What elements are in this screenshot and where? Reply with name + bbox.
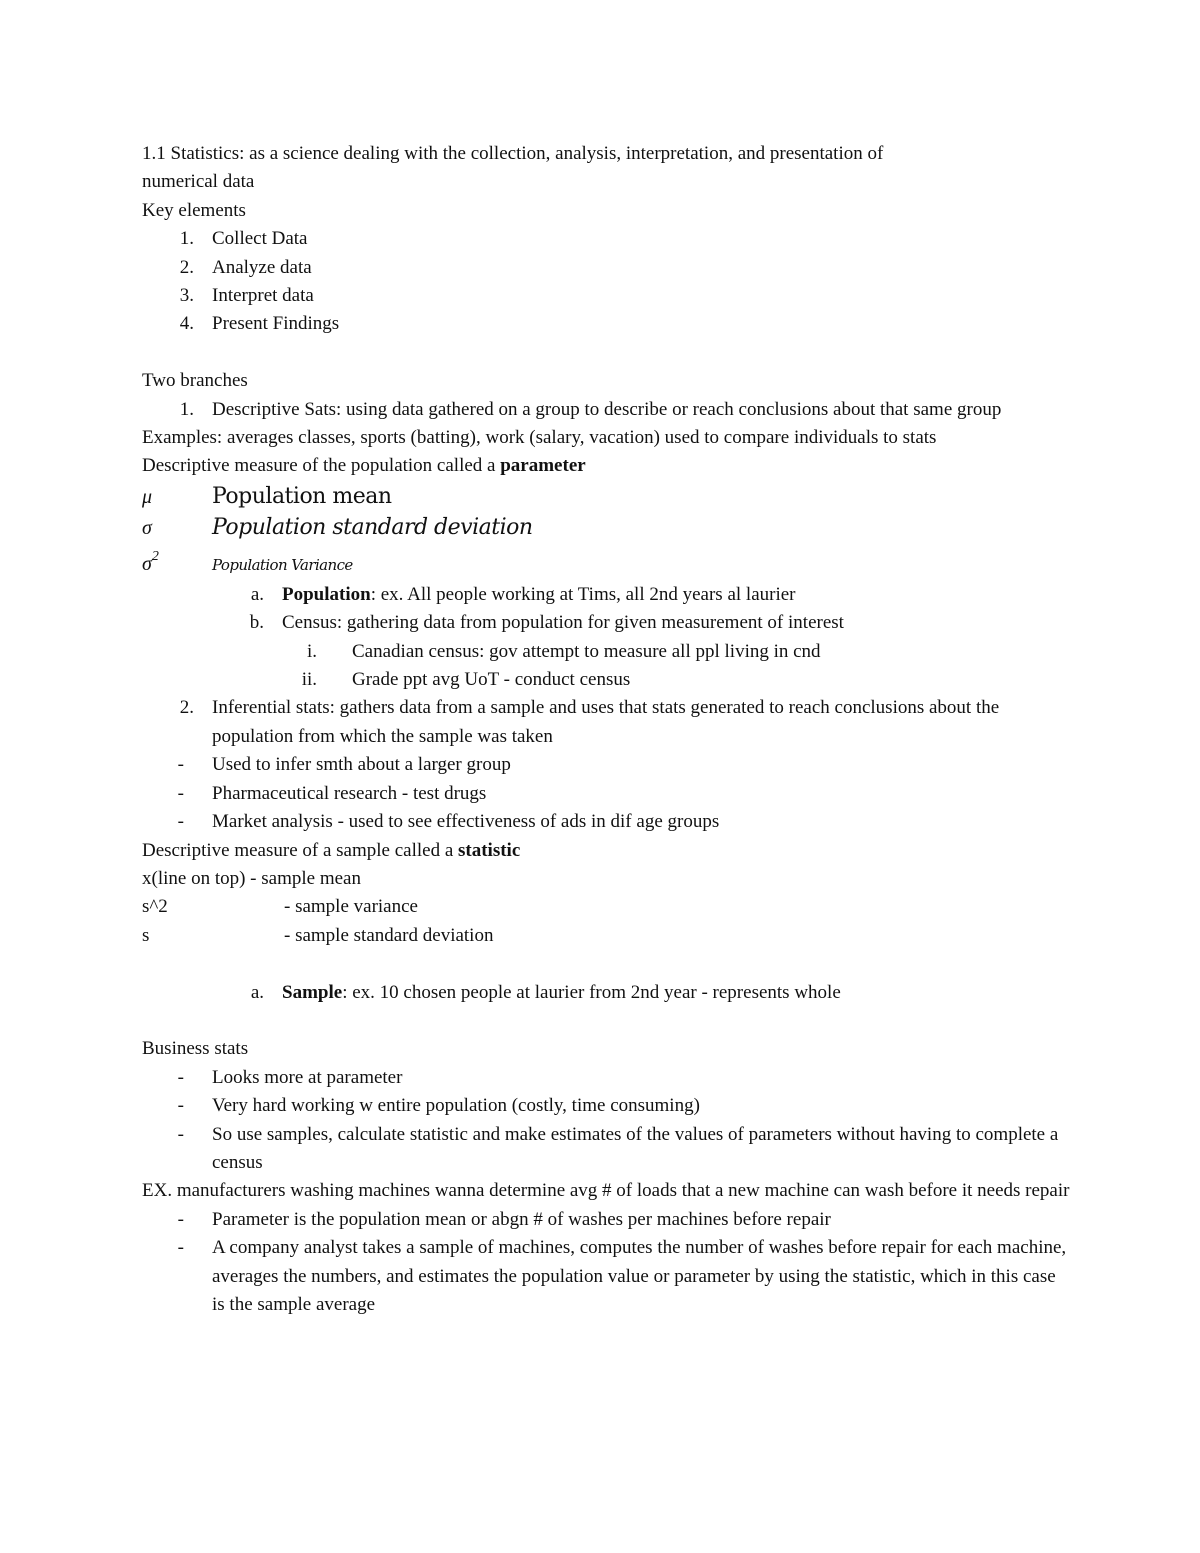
population-desc: : ex. All people working at Tims, all 2nd years al laurier: [370, 583, 796, 605]
bullet-text: Pharmaceutical research - test drugs: [212, 782, 487, 804]
statistic-line-text: Descriptive measure of a sample called a: [142, 839, 458, 861]
list-item-text: Analyze data: [212, 256, 312, 278]
bullet-item: [142, 1234, 1072, 1319]
sample-sd-line: [142, 922, 1072, 950]
bullet-text: Very hard working w entire population (costly, time consuming): [212, 1095, 700, 1117]
intro-line-2: numerical data: [142, 171, 255, 193]
symbol-label: Population Variance: [212, 555, 353, 574]
parameter-line-text: Descriptive measure of the population called a: [142, 455, 501, 477]
list-marker: a.: [250, 583, 264, 605]
bullet-text: Market analysis - used to see effectiveness of ads in dif age groups: [212, 811, 720, 833]
bullet-text: A company analyst takes a sample of machines, computes the number of washes before repair for each machine, averages the numbers, and estimates the population value or parameter by using the statistic, which in this case is the sample average: [212, 1237, 1067, 1315]
list-item: [142, 979, 1072, 1007]
list-marker: i.: [306, 640, 317, 662]
business-heading: Business stats: [142, 1038, 249, 1060]
list-item-text: Grade ppt avg UoT - conduct census: [352, 669, 631, 691]
population-text: [264, 581, 1072, 609]
spacer: [142, 950, 1072, 978]
list-item: [142, 694, 1072, 751]
dash-marker: -: [177, 782, 184, 804]
list-item: [142, 581, 1072, 609]
list-item: [142, 225, 1072, 253]
dash-marker: -: [177, 1237, 184, 1259]
intro-line-1: 1.1 Statistics: as a science dealing with the collection, analysis, interpretation, and presentation of: [142, 143, 884, 164]
sample-mean-line: x(line on top) - sample mean: [142, 867, 361, 889]
census-text: Census: gathering data from population for given measurement of interest: [282, 612, 844, 634]
list-item: [142, 310, 1072, 338]
list-item: [142, 254, 1072, 282]
sample-text: [264, 979, 1072, 1007]
dash-marker: -: [177, 1123, 184, 1145]
list-item-text: Interpret data: [212, 285, 314, 307]
list-item: [142, 609, 1072, 637]
list-marker: 2.: [179, 697, 194, 719]
descriptive-stats-text: Descriptive Sats: using data gathered on a group to describe or reach conclusions about that same group: [212, 398, 1002, 420]
bullet-text: Parameter is the population mean or abgn # of washes per machines before repair: [212, 1208, 831, 1230]
branches-heading: Two branches: [142, 370, 248, 392]
bullet-item: [142, 808, 1072, 836]
dash-marker: -: [177, 811, 184, 833]
superscript: 2: [151, 548, 159, 564]
statistic-line: [142, 837, 1072, 865]
examples-line: Examples: averages classes, sports (batting), work (salary, vacation) used to compare individuals to stats: [142, 427, 937, 449]
list-marker: 4.: [179, 313, 194, 335]
sample-variance-line: [142, 893, 1072, 921]
inferential-stats-text: Inferential stats: gathers data from a sample and uses that stats generated to reach conclusions about the population from which the sample was taken: [212, 697, 1000, 747]
sample-term: Sample: [282, 981, 343, 1003]
parameter-line: [142, 452, 1072, 480]
bullet-text: Used to infer smth about a larger group: [212, 754, 511, 776]
list-item-text: Present Findings: [212, 313, 340, 335]
sigma-symbol: σ: [142, 516, 152, 539]
sample-symbol-desc: - sample standard deviation: [284, 924, 494, 946]
list-marker: 3.: [179, 285, 194, 307]
list-item-text: Collect Data: [212, 228, 308, 250]
sigma-glyph: σ: [142, 552, 152, 575]
sample-desc: : ex. 10 chosen people at laurier from 2nd year - represents whole: [342, 981, 841, 1003]
list-item: [142, 396, 1072, 424]
bullet-item: [142, 751, 1072, 779]
symbol-row-sigma-squared: [142, 543, 1072, 581]
list-marker: ii.: [301, 669, 317, 691]
sample-symbol: s^2: [142, 896, 168, 918]
list-item-text: Canadian census: gov attempt to measure all ppl living in cnd: [352, 640, 821, 662]
sigma-squared-symbol: [142, 543, 212, 580]
population-term: Population: [282, 583, 371, 605]
business-example: EX. manufacturers washing machines wanna determine avg # of loads that a new machine can wash before it needs repair: [142, 1180, 1070, 1202]
bullet-item: [142, 1206, 1072, 1234]
list-marker: b.: [249, 612, 264, 634]
list-item: [142, 282, 1072, 310]
symbol-label: Population standard deviation: [212, 514, 533, 540]
symbol-row-sigma: [142, 512, 1072, 543]
spacer: [142, 1007, 1072, 1035]
bullet-text: So use samples, calculate statistic and make estimates of the values of parameters without having to complete a census: [212, 1123, 1059, 1173]
symbol-row-mu: [142, 481, 1072, 512]
list-item: [142, 666, 1072, 694]
statistic-term: statistic: [458, 839, 521, 861]
list-marker: 2.: [179, 256, 194, 278]
list-marker: a.: [250, 981, 264, 1003]
document-page: [142, 140, 1072, 1319]
bullet-item: [142, 1092, 1072, 1120]
bullet-item: [142, 1064, 1072, 1092]
bullet-item: [142, 780, 1072, 808]
list-item: [142, 638, 1072, 666]
parameter-term: parameter: [500, 455, 586, 477]
list-marker: 1.: [179, 228, 194, 250]
sample-symbol-desc: - sample variance: [284, 896, 418, 918]
symbol-label: Population mean: [212, 483, 392, 509]
mu-symbol: μ: [142, 485, 153, 508]
key-elements-heading: Key elements: [142, 199, 246, 221]
spacer: [142, 339, 1072, 367]
list-marker: 1.: [179, 398, 194, 420]
dash-marker: -: [177, 1208, 184, 1230]
bullet-text: Looks more at parameter: [212, 1066, 403, 1088]
sample-symbol: s: [142, 924, 150, 946]
dash-marker: -: [177, 754, 184, 776]
bullet-item: [142, 1121, 1072, 1178]
dash-marker: -: [177, 1095, 184, 1117]
dash-marker: -: [177, 1066, 184, 1088]
